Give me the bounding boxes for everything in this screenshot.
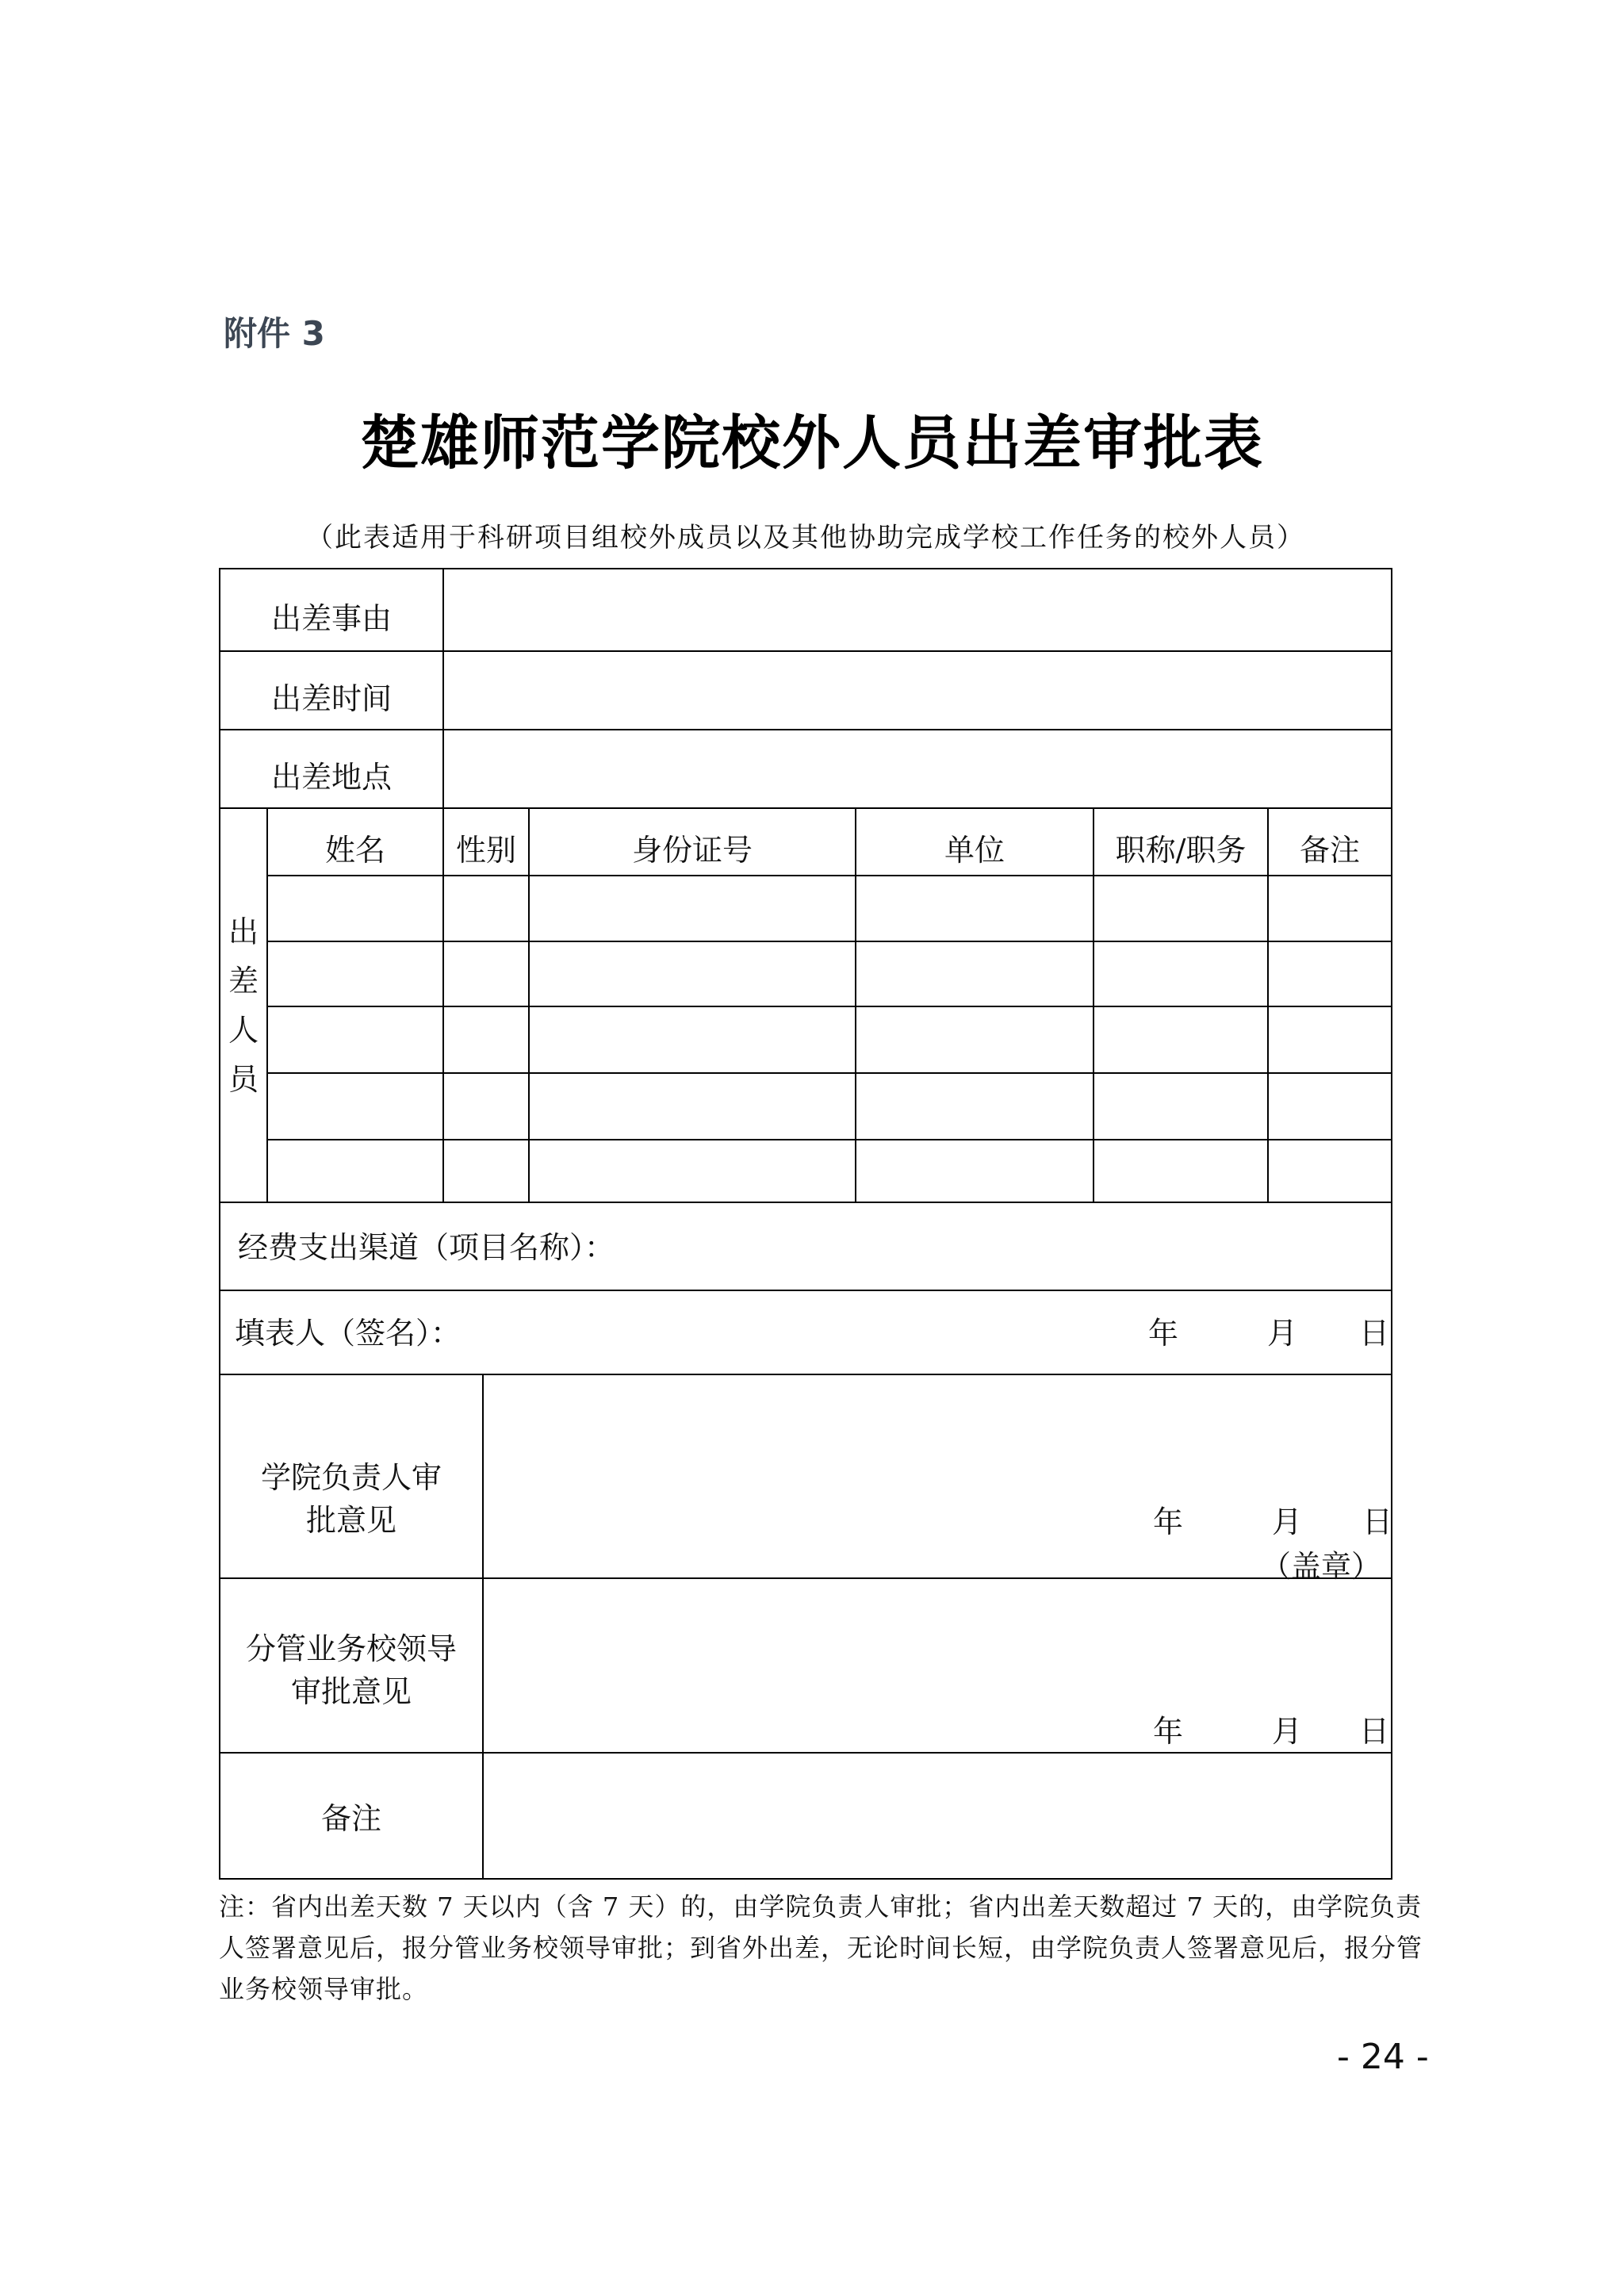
column-header-gender: 性别	[455, 833, 516, 868]
row-divider	[220, 1290, 1391, 1291]
date-year: 年	[1148, 1316, 1179, 1351]
column-header-title: 职称/职务	[1115, 833, 1247, 868]
row-divider	[220, 1202, 1391, 1203]
date-month: 月	[1267, 1316, 1298, 1351]
footnote: 注：省内出差天数 7 天以内（含 7 天）的，由学院负责人审批；省内出差天数超过 7 天的，由学院负责人签署意见后，报分管业务校领导审批；到省外出差，无论时间长短，由学院负责人签署意见后，报分管业务校领导审批。	[219, 1892, 1423, 2004]
college-approval-field[interactable]	[484, 1375, 1391, 1577]
date-month: 月	[1272, 1504, 1303, 1539]
column-header-id-number: 身份证号	[631, 833, 753, 868]
row-divider	[266, 1006, 1391, 1007]
side-char: 出	[228, 914, 259, 949]
date-day: 日	[1359, 1714, 1390, 1749]
travel-place-field[interactable]	[444, 730, 1391, 807]
side-char: 差	[228, 963, 259, 999]
leader-approval-field[interactable]	[484, 1579, 1391, 1752]
column-header-remarks: 备注	[1299, 833, 1360, 868]
date-year: 年	[1153, 1714, 1184, 1749]
college-approval-label	[220, 1456, 482, 1542]
attachment-label: 附件 3	[224, 314, 325, 353]
side-char: 人	[228, 1012, 259, 1048]
page-number: - 24 -	[1337, 2037, 1429, 2077]
page-title: 楚雄师范学院校外人员出差审批表	[360, 409, 1264, 477]
date-day: 日	[1362, 1504, 1393, 1539]
date-month: 月	[1272, 1714, 1303, 1749]
column-header-name: 姓名	[324, 833, 385, 868]
form-subtitle: （此表适用于科研项目组校外成员以及其他协助完成学校工作任务的校外人员）	[306, 522, 1305, 554]
personnel-side-label	[220, 809, 266, 1202]
row-divider	[266, 1072, 1391, 1074]
travel-time-field[interactable]	[444, 652, 1391, 729]
filler-signature-label: 填表人（签名）：	[235, 1316, 462, 1351]
seal-label: （盖章）	[1261, 1549, 1382, 1584]
college-approval-line1: 学院负责人审	[260, 1460, 442, 1495]
leader-approval-line2: 审批意见	[290, 1674, 412, 1709]
date-day: 日	[1359, 1316, 1390, 1351]
row-divider	[266, 941, 1391, 942]
travel-reason-label: 出差事由	[270, 600, 392, 636]
column-header-unit: 单位	[944, 833, 1005, 868]
leader-approval-line1: 分管业务校领导	[245, 1631, 457, 1666]
row-divider	[266, 1139, 1391, 1140]
side-char: 员	[228, 1061, 259, 1097]
date-year: 年	[1153, 1504, 1184, 1539]
row-divider	[266, 875, 1391, 876]
funding-source-label: 经费支出渠道（项目名称）：	[238, 1230, 615, 1265]
leader-approval-label	[220, 1627, 482, 1713]
remarks-label: 备注	[320, 1801, 381, 1836]
approval-form	[219, 568, 1392, 1880]
travel-place-label: 出差地点	[270, 760, 392, 795]
remarks-field[interactable]	[484, 1754, 1391, 1878]
college-approval-line2: 批意见	[305, 1503, 396, 1538]
travel-time-label: 出差时间	[270, 681, 392, 716]
travel-reason-field[interactable]	[444, 569, 1391, 650]
